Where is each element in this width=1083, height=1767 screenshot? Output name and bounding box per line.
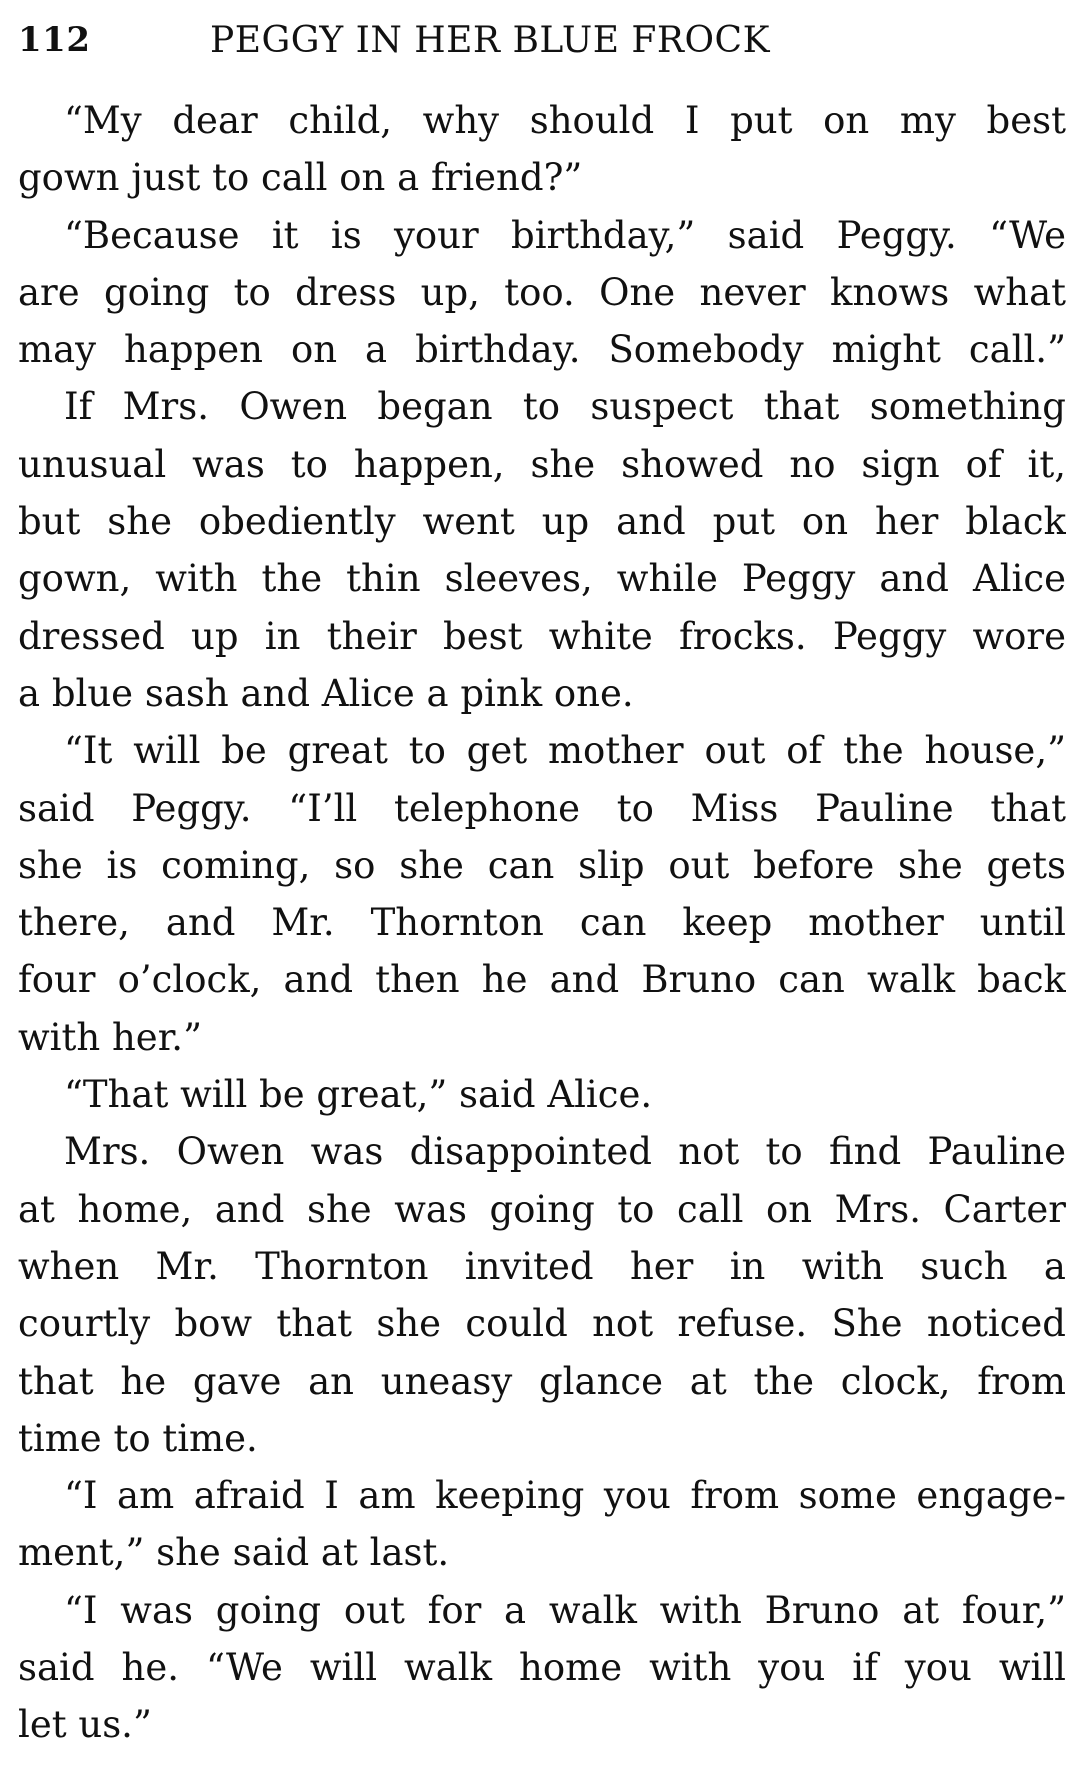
text-line: “That will be great,” said Alice. bbox=[64, 1073, 653, 1117]
text-line: said he. “We will walk home with you if you will bbox=[18, 1646, 1066, 1690]
text-line: “I was going out for a walk with Bruno at four,” bbox=[64, 1588, 1066, 1632]
text-line: let us.” bbox=[18, 1703, 152, 1747]
text-line: ment,” she said at last. bbox=[18, 1531, 450, 1575]
text-line: Mrs. Owen was disappointed not to find Pauline bbox=[64, 1130, 1066, 1174]
page-header bbox=[18, 14, 1068, 64]
text-line: gown, with the thin sleeves, while Peggy and Alice bbox=[18, 557, 1066, 601]
page-number: 112 bbox=[18, 20, 91, 60]
running-title: PEGGY IN HER BLUE FROCK bbox=[210, 20, 770, 61]
text-line: said Peggy. “I’ll telephone to Miss Pauline that bbox=[18, 786, 1066, 830]
text-line: she is coming, so she can slip out before she gets bbox=[18, 843, 1066, 887]
text-line: when Mr. Thornton invited her in with such a bbox=[18, 1244, 1066, 1288]
text-line: courtly bow that she could not refuse. She noticed bbox=[18, 1302, 1066, 1346]
text-line: “My dear child, why should I put on my best bbox=[64, 99, 1066, 142]
text-line: at home, and she was going to call on Mrs. Carter bbox=[18, 1187, 1066, 1231]
text-line: may happen on a birthday. Somebody might call.” bbox=[18, 328, 1066, 372]
text-line: four o’clock, and then he and Bruno can walk back bbox=[18, 958, 1066, 1002]
text-line: “Because it is your birthday,” said Peggy. “We bbox=[64, 213, 1066, 257]
text-line: “It will be great to get mother out of the house,” bbox=[64, 729, 1066, 773]
text-line: dressed up in their best white frocks. Peggy wore bbox=[18, 614, 1066, 658]
text-line: gown just to call on a friend?” bbox=[18, 156, 583, 200]
text-line: are going to dress up, too. One never knows what bbox=[18, 270, 1066, 314]
body-text bbox=[18, 92, 1066, 1754]
text-line: but she obediently went up and put on her black bbox=[18, 500, 1066, 544]
text-line: a blue sash and Alice a pink one. bbox=[18, 671, 634, 715]
text-line: that he gave an uneasy glance at the clock, from bbox=[18, 1359, 1066, 1403]
text-line: “I am afraid I am keeping you from some engage- bbox=[64, 1474, 1066, 1518]
text-line: there, and Mr. Thornton can keep mother until bbox=[18, 901, 1066, 945]
text-line: unusual was to happen, she showed no sign of it, bbox=[18, 442, 1066, 486]
text-line: with her.” bbox=[18, 1015, 202, 1059]
text-line: time to time. bbox=[18, 1416, 258, 1460]
text-line: If Mrs. Owen began to suspect that something bbox=[64, 385, 1066, 429]
